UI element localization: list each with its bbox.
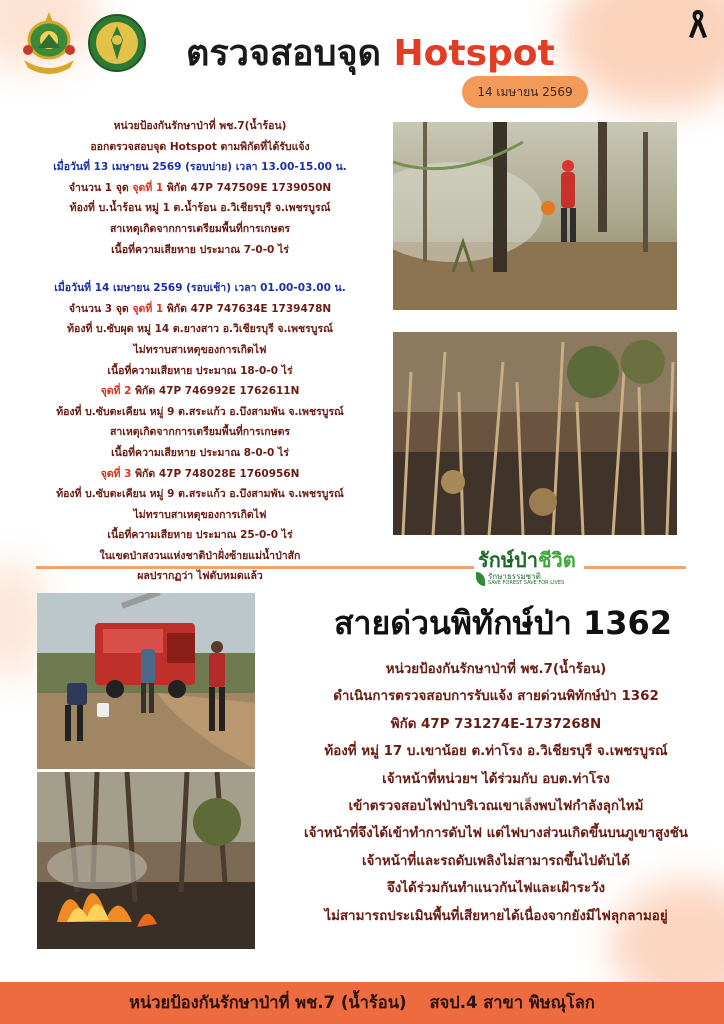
hotspot-point-label: จุดที่ 1 xyxy=(132,181,164,194)
campaign-subtitle: รักษาธรรมชาติ xyxy=(488,572,541,581)
report-line: หน่วยป้องกันรักษาป่าที่ พช.7(น้ำร้อน) xyxy=(113,120,287,132)
campaign-title-suffix: ชีวิต xyxy=(537,548,576,572)
notice-line: ดำเนินการตรวจสอบการรับแจ้ง สายด่วนพิทักษ์ป่า 1362 xyxy=(333,689,659,705)
hotline-title: สายด่วนพิทักษ์ป่า 1362 xyxy=(334,604,673,642)
report-line-prefix: จำนวน 3 จุด xyxy=(68,302,133,315)
report-line: ไม่ทราบสาเหตุของการเกิดไฟ xyxy=(133,508,267,521)
hotline-notice xyxy=(262,656,724,930)
report-line: ผลปรากฏว่า ไฟดับหมดแล้ว xyxy=(137,570,263,583)
report-line: เนื้อที่ความเสียหาย ประมาณ 18-0-0 ไร่ xyxy=(107,364,293,377)
footer-text: หน่วยป้องกันรักษาป่าที่ พช.7 (น้ำร้อน) สจป.4 สาขา พิษณุโลก xyxy=(129,993,595,1012)
report-line: เมื่อวันที่ 13 เมษายน 2569 (รอบบ่าย) เวลา 13.00-15.00 น. xyxy=(53,161,347,174)
date-text: 14 เมษายน 2569 xyxy=(477,84,573,99)
report-line: เมื่อวันที่ 14 เมษายน 2569 (รอบเช้า) เวลา 01.00-03.00 น. xyxy=(54,282,346,295)
report-line-coordinates: พิกัด 47P 746992E 1762611N xyxy=(131,385,300,398)
notice-line: ท้องที่ หมู่ 17 บ.เขาน้อย ต.ท่าโรง อ.วิเชียรบุรี จ.เพชรบูรณ์ xyxy=(324,744,668,760)
report-line-coordinates: พิกัด 47P 747509E 1739050N xyxy=(163,181,332,194)
report-line: ไม่ทราบสาเหตุของการเกิดไฟ xyxy=(133,343,267,356)
report-line: ท้องที่ บ.ซับตะเคียน หมู่ 9 ต.สระแก้ว อ.บึงสามพัน จ.เพชรบูรณ์ xyxy=(56,488,344,501)
provincial-seal-logo xyxy=(86,10,148,76)
title-main: ตรวจสอบจุด xyxy=(186,33,381,74)
report-line-coordinates: พิกัด 47P 748028E 1760956N xyxy=(131,467,300,480)
report-line: สาเหตุเกิดจากการเตรียมพื้นที่การเกษตร xyxy=(109,222,291,235)
report-line xyxy=(22,178,378,199)
report-line: เนื้อที่ความเสียหาย ประมาณ 7-0-0 ไร่ xyxy=(111,243,289,256)
notice-line: หน่วยป้องกันรักษาป่าที่ พช.7(น้ำร้อน) xyxy=(385,662,607,677)
photo-forest-fire xyxy=(37,772,255,949)
campaign-title: รักษ์ป่า xyxy=(478,548,538,572)
date-badge xyxy=(462,76,588,108)
report-line: ท้องที่ บ.ซับผุด หมู่ 14 ต.ยางสาว อ.วิเชียรบุรี จ.เพชรบูรณ์ xyxy=(67,323,333,336)
photo-firefighter-forest xyxy=(393,122,677,310)
report-line: ท้องที่ บ.น้ำร้อน หมู่ 1 ต.น้ำร้อน อ.วิเชียรบุรี จ.เพชรบูรณ์ xyxy=(69,202,331,215)
notice-line: เจ้าหน้าที่จึงได้เข้าทำการดับไฟ แต่ไฟบางส่วนเกิดขึ้นบนภูเขาสูงชัน xyxy=(304,826,688,842)
report-line-prefix: จำนวน 1 จุด xyxy=(68,181,133,194)
report-spacer xyxy=(22,260,378,278)
mourning-ribbon-icon xyxy=(683,6,713,40)
hotspot-point-label: จุดที่ 1 xyxy=(132,302,164,315)
report-line xyxy=(22,464,378,485)
report-line: ในเขตป่าสงวนแห่งชาติป่าฝั่งซ้ายแม่น้ำป่าสัก xyxy=(99,549,301,562)
footer-bar xyxy=(0,982,724,1024)
notice-line: จึงได้ร่วมกันทำแนวกันไฟและเฝ้าระวัง xyxy=(386,881,606,897)
hotspot-point-label: จุดที่ 3 xyxy=(100,467,132,480)
report-line: เนื้อที่ความเสียหาย ประมาณ 8-0-0 ไร่ xyxy=(111,446,289,459)
photo-burned-forest xyxy=(393,332,677,535)
save-forest-campaign-logo xyxy=(474,544,584,590)
notice-line: พิกัด 47P 731274E-1737268N xyxy=(390,716,602,732)
report-line: ท้องที่ บ.ซับตะเคียน หมู่ 9 ต.สระแก้ว อ.บึงสามพัน จ.เพชรบูรณ์ xyxy=(56,405,344,418)
hotspot-report xyxy=(22,116,378,587)
report-line xyxy=(22,381,378,402)
title-highlight: Hotspot xyxy=(393,33,555,74)
photo-fire-truck-crew xyxy=(37,593,255,769)
notice-line: เจ้าหน้าที่หน่วยฯ ได้ร่วมกับ อบต.ท่าโรง xyxy=(382,771,610,787)
report-line xyxy=(22,299,378,320)
hotspot-point-label: จุดที่ 2 xyxy=(100,385,132,398)
report-line: ออกตรวจสอบจุด Hotspot ตามพิกัดที่ได้รับแจ้ง xyxy=(90,140,310,153)
report-line: สาเหตุเกิดจากการเตรียมพื้นที่การเกษตร xyxy=(109,426,291,439)
campaign-tagline: SAVE FOREST SAVE FOR LIVES xyxy=(488,580,565,586)
notice-line: เข้าตรวจสอบไฟป่าบริเวณเขาเล็งพบไฟกำลังลุกไหม้ xyxy=(348,799,644,815)
notice-line: เจ้าหน้าที่และรถดับเพลิงไม่สามารถขึ้นไปดับได้ xyxy=(361,853,630,869)
report-line-coordinates: พิกัด 47P 747634E 1739478N xyxy=(163,302,332,315)
page-title xyxy=(186,24,555,81)
report-line: เนื้อที่ความเสียหาย ประมาณ 25-0-0 ไร่ xyxy=(107,529,293,542)
section-divider xyxy=(36,566,686,569)
notice-line: ไม่สามารถประเมินพื้นที่เสียหายได้เนื่องจากยังมีไฟลุกลามอยู่ xyxy=(324,908,668,924)
forest-department-emblem-logo xyxy=(18,10,80,76)
